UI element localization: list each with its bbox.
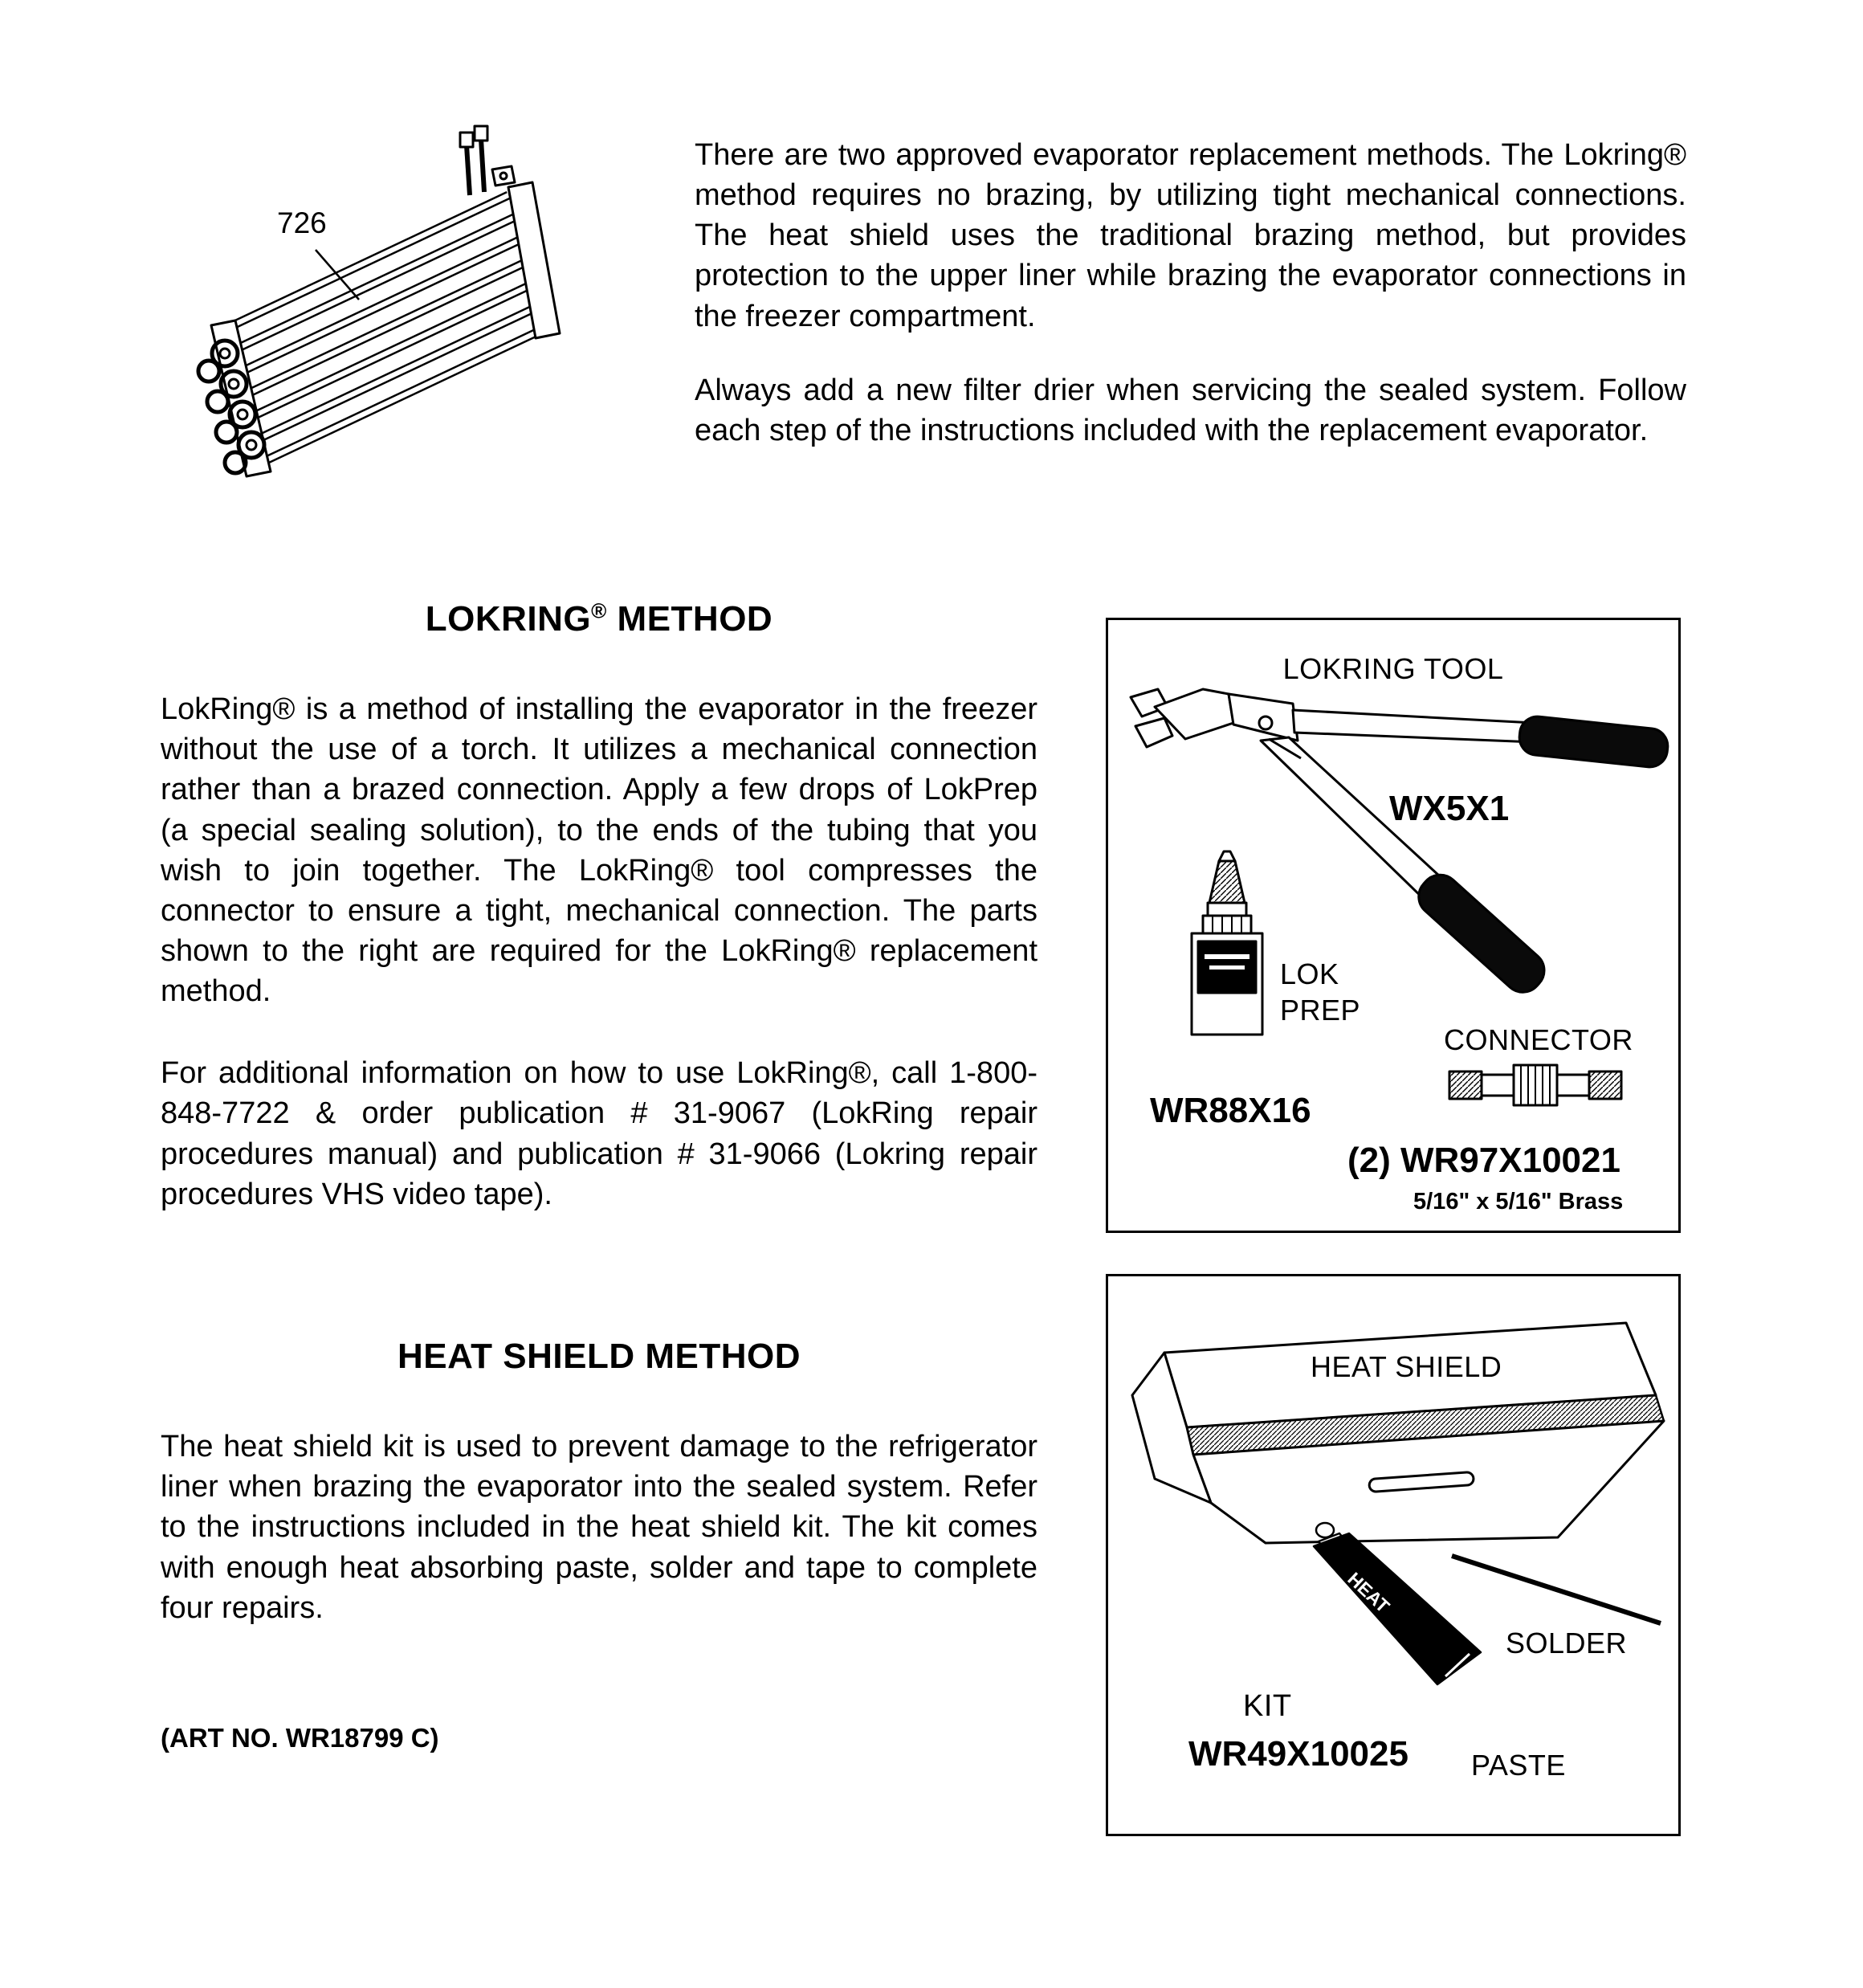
heat-shield-label: HEAT SHIELD — [1311, 1350, 1502, 1383]
method-sections — [161, 596, 1037, 1755]
lokprep-bottle-drawing — [1192, 851, 1262, 1035]
lokring-paragraph-1: LokRing® is a method of installing the evaporator in the freezer without the use of a torch. It utilizes a mechanical connection rather than a brazed connection. Apply a few drops of LokPrep (a special sealing solution), to the ends of the tubing that you wish to join together. The LokRing® tool compresses the connector to ensure a tight, mechanical connection. The parts shown to the right are required for the LokRing® replacement method. — [161, 692, 1037, 1009]
intro-paragraph-1: There are two approved evaporator replacement methods. The Lokring® method requires no brazing, by utilizing tight mechanical connections. The heat shield uses the traditional brazing method, but provides protection to the upper liner while brazing the evaporator connections in the freezer compartment. — [695, 138, 1686, 333]
tool-part-number: WX5X1 — [1389, 789, 1510, 828]
lok-prep-label — [1280, 956, 1360, 1028]
paste-tube-text: HEAT ABSORBING PASTE — [1307, 1564, 1404, 1657]
heat-shield-method-heading: HEAT SHIELD METHOD — [397, 1336, 801, 1376]
heat-shield-paragraph: The heat shield kit is used to prevent damage to the refrigerator liner when brazing the evaporator into the sealed system. Refer to the instructions included in the heat shield kit. The kit comes with enough heat absorbing paste, solder and tape to complete four repairs. — [161, 1430, 1037, 1625]
heading-text: METHOD — [606, 599, 773, 639]
kit-label: KIT — [1243, 1689, 1292, 1723]
heading-text: LOKRING — [425, 599, 592, 639]
evaporator-bracket — [492, 166, 515, 186]
registered-mark: ® — [591, 598, 607, 623]
evaporator-figure — [149, 92, 630, 558]
lok-prep-line2: PREP — [1280, 994, 1361, 1027]
evaporator-tubes — [219, 195, 552, 462]
lokring-paragraph-2: For additional information on how to use LokRing®, call 1-800-848-7722 & order publication # 31-9067 (LokRing repair procedures manual) and publication # 31-9066 (Lokring repair procedures VHS video tape). — [161, 1056, 1037, 1211]
prep-part-number: WR88X16 — [1150, 1091, 1311, 1130]
solder-label: SOLDER — [1506, 1627, 1628, 1659]
intro-paragraph-2: Always add a new filter drier when servicing the sealed system. Follow each step of the instructions included with the replacement evaporator. — [695, 373, 1686, 447]
connector-drawing — [1449, 1065, 1621, 1105]
kit-part-number: WR49X10025 — [1188, 1734, 1408, 1774]
connector-label: CONNECTOR — [1444, 1023, 1633, 1056]
lokring-parts-illustration — [1108, 620, 1678, 1231]
connector-part-number: (2) WR97X10021 — [1347, 1141, 1620, 1180]
art-number: (ART NO. WR18799 C) — [161, 1722, 439, 1753]
solder-drawing — [1452, 1556, 1661, 1623]
lokring-method-heading — [161, 596, 1037, 643]
callout-726: 726 — [277, 206, 327, 239]
evaporator-illustration — [149, 92, 630, 558]
intro-text — [695, 135, 1686, 451]
callout-leader-line — [316, 250, 359, 300]
lokring-tool-label: LOKRING TOOL — [1282, 652, 1504, 685]
paste-label: PASTE — [1471, 1749, 1566, 1782]
lok-prep-line1: LOK — [1280, 957, 1339, 990]
lokring-parts-box — [1106, 618, 1681, 1233]
heat-shield-kit-box — [1106, 1274, 1681, 1836]
connector-spec: 5/16" x 5/16" Brass — [1413, 1189, 1624, 1214]
